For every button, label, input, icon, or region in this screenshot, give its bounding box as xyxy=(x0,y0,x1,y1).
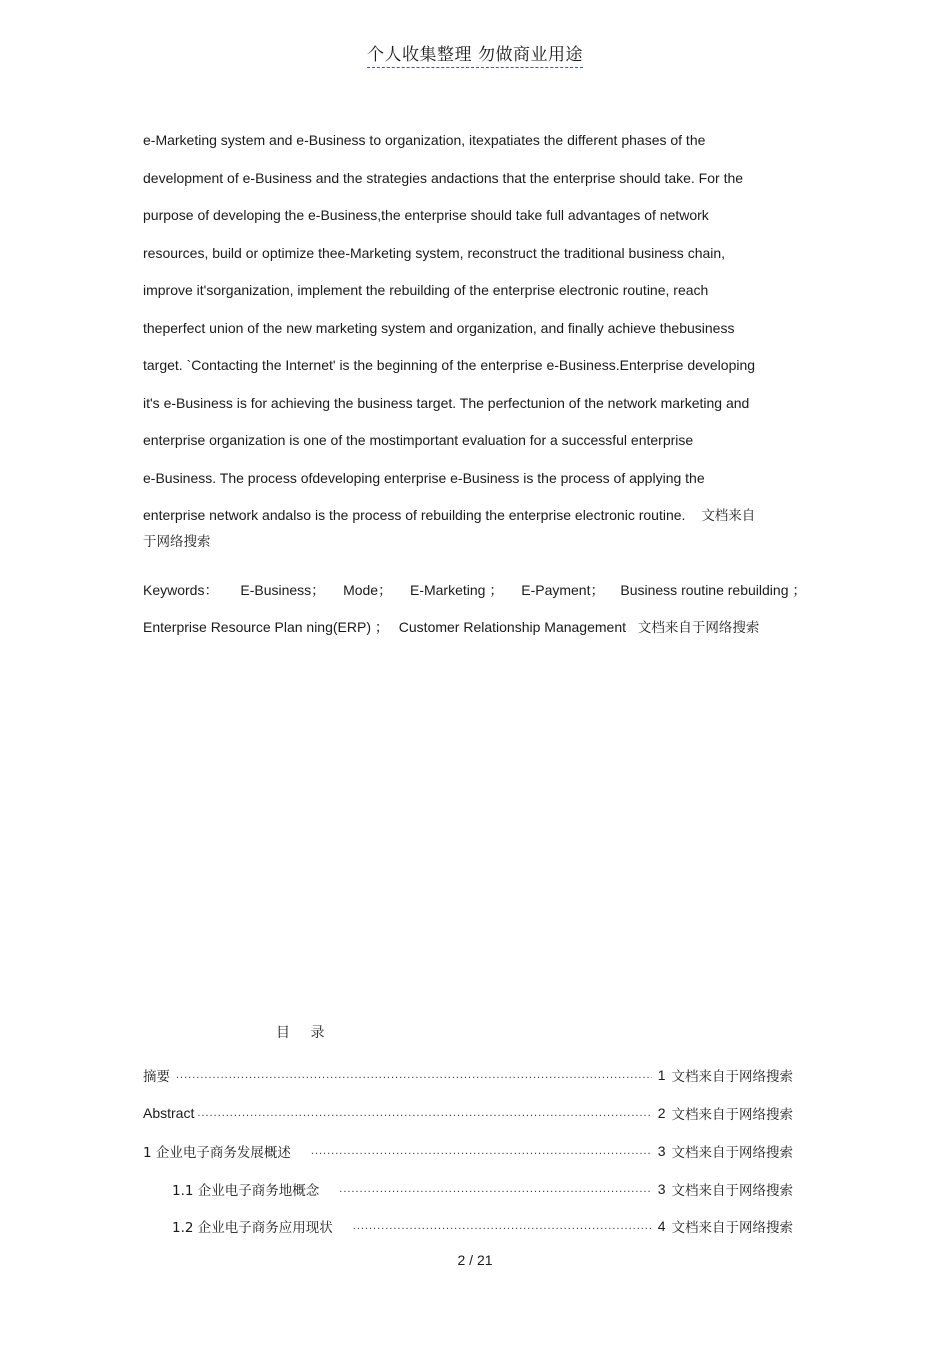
keyword-item: Mode； xyxy=(343,582,393,598)
toc-entry-page: 3 xyxy=(657,1180,666,1197)
toc-entry[interactable] xyxy=(143,1056,793,1094)
toc-entry-source: 文档来自于网络搜索 xyxy=(671,1145,793,1161)
source-note-continued: 于网络搜索 xyxy=(143,533,211,550)
toc-entry[interactable] xyxy=(143,1207,793,1244)
keyword-item: Enterprise Resource Plan ning(ERP) ； xyxy=(143,619,389,635)
keyword-item: E-Payment； xyxy=(521,582,605,598)
page-header xyxy=(0,40,950,65)
toc-entry-label: Abstract xyxy=(143,1105,195,1121)
table-of-contents xyxy=(143,1056,793,1244)
toc-entry[interactable] xyxy=(143,1094,793,1132)
keywords-section xyxy=(143,572,813,647)
abstract-body xyxy=(143,122,808,554)
toc-leader-dots xyxy=(339,1183,651,1195)
keyword-item: Business routine rebuilding ； xyxy=(620,582,807,598)
toc-leader-dots xyxy=(353,1220,652,1232)
abstract-last-line xyxy=(143,497,808,536)
toc-entry-source: 文档来自于网络搜索 xyxy=(671,1219,793,1236)
toc-title: 目 录 xyxy=(276,1025,333,1041)
abstract-line: target. `Contacting the Internet' is the beginning of the enterprise e-Business.Enterprise developing xyxy=(143,357,756,373)
abstract-line: e-Business. The process ofdeveloping enterprise e-Business is the process of applying the xyxy=(143,469,705,486)
source-note: 文档来自于网络搜索 xyxy=(637,620,760,636)
toc-leader-dots xyxy=(197,1107,651,1119)
abstract-line: enterprise network andalso is the process of rebuilding the enterprise electronic routine. xyxy=(143,507,686,523)
toc-entry[interactable] xyxy=(143,1132,793,1170)
keyword-item: E-Marketing ； xyxy=(409,582,504,598)
abstract-line: theperfect union of the new marketing system and organization, and finally achieve thebusiness xyxy=(143,319,735,336)
toc-entry[interactable] xyxy=(143,1170,793,1207)
toc-entry-source: 文档来自于网络搜索 xyxy=(671,1107,793,1123)
toc-entry-label: 1.1 企业电子商务地概念 xyxy=(172,1182,320,1199)
keyword-item: Customer Relationship Management xyxy=(398,619,627,635)
toc-entry-page: 2 xyxy=(657,1105,666,1121)
header-title-text: 个人收集整理 勿做商业用途 xyxy=(367,45,583,68)
toc-entry-source: 文档来自于网络搜索 xyxy=(671,1069,793,1085)
abstract-line: resources, build or optimize thee-Marketing system, reconstruct the traditional business chain, xyxy=(143,244,726,261)
abstract-line: e-Marketing system and e-Business to organization, itexpatiates the different phases of the xyxy=(143,132,706,148)
abstract-line: development of e-Business and the strategies andactions that the enterprise should take. For the xyxy=(143,169,744,186)
abstract-line: enterprise organization is one of the mostimportant evaluation for a successful enterprise xyxy=(143,432,694,448)
toc-entry-page: 3 xyxy=(657,1143,666,1159)
keywords-line-2 xyxy=(143,609,813,647)
abstract-line: it's e-Business is for achieving the business target. The perfectunion of the network marketing and xyxy=(143,394,750,411)
source-note: 文档来自 xyxy=(701,508,756,524)
toc-leader-dots xyxy=(176,1069,652,1081)
abstract-line: purpose of developing the e-Business,the enterprise should take full advantages of network xyxy=(143,207,709,223)
keywords-line-1 xyxy=(143,572,813,609)
page-number: 2 / 21 xyxy=(457,1252,493,1268)
toc-leader-dots xyxy=(311,1145,652,1157)
abstract-line: improve it'sorganization, implement the rebuilding of the enterprise electronic routine, reach xyxy=(143,282,709,298)
toc-entry-label: 摘要 xyxy=(143,1069,170,1085)
toc-entry-source: 文档来自于网络搜索 xyxy=(671,1182,793,1199)
toc-entry-label: 1.2 企业电子商务应用现状 xyxy=(172,1219,333,1236)
toc-entry-label: 1 企业电子商务发展概述 xyxy=(143,1145,291,1161)
toc-entry-page: 1 xyxy=(657,1067,666,1083)
toc-entry-page: 4 xyxy=(657,1217,666,1234)
keyword-item: E-Business； xyxy=(240,582,326,598)
keywords-label: Keywords： xyxy=(143,582,219,598)
